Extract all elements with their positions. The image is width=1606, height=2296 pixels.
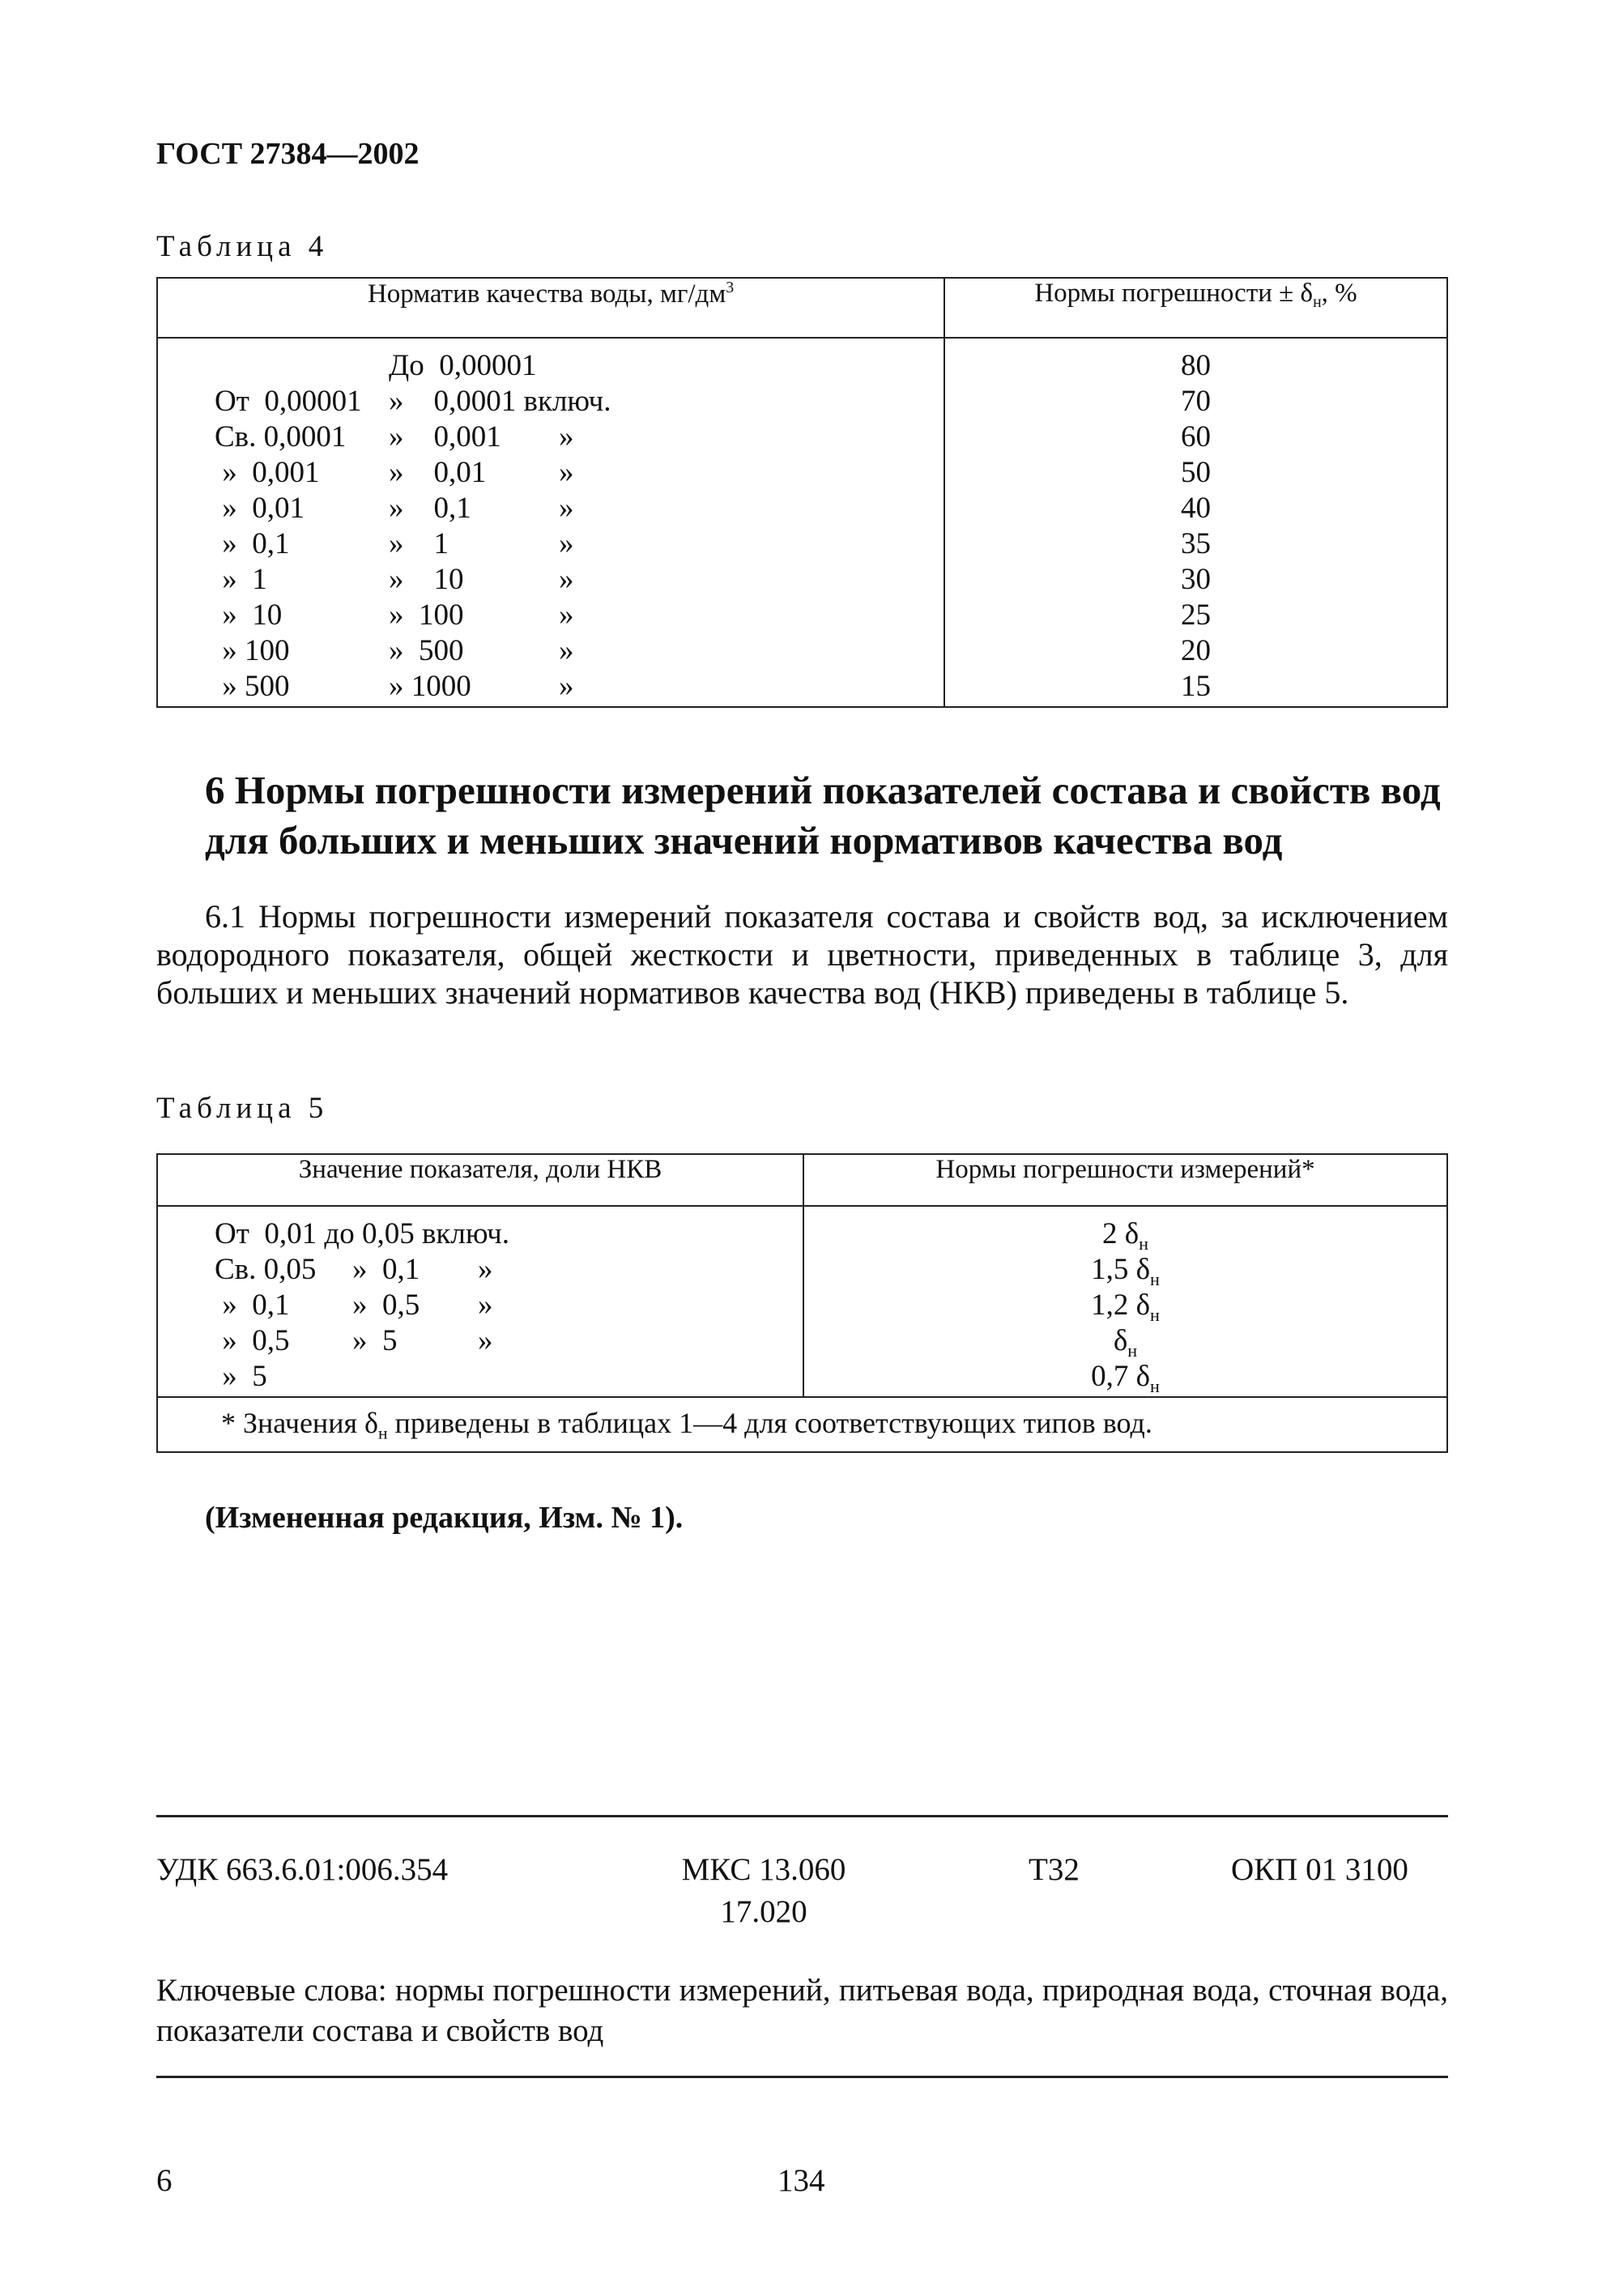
value-text: 1,5 δ (1091, 1253, 1151, 1286)
value-subscript: н (1150, 1304, 1160, 1325)
value-text: δ (1113, 1324, 1128, 1357)
divider-bottom (156, 2076, 1448, 2078)
range-to: » 0,01 (389, 456, 487, 489)
table4-col1-header: Норматив качества воды, $мг/дм^3$ (157, 278, 944, 338)
section-6-title: 6 Нормы погрешности измерений показателей состава и свойств вод для больших и меньших значений нормативов качества вод (205, 768, 1441, 863)
ditto-mark: » (559, 634, 574, 667)
table4-value: 30 (1181, 563, 1211, 596)
range-from: От 0,01 до 0,05 включ. (215, 1217, 509, 1250)
keywords: Ключевые слова: нормы погрешности измерений, питьевая вода, природная вода, сточная вода, показатели состава и свойств вод (156, 1973, 1448, 2048)
mks-code: МКС 13.060 17.020 (681, 1852, 846, 1929)
range-from: Св. 0,0001 (215, 420, 347, 454)
range-to: » 0,1 (352, 1253, 420, 1286)
range-to: » 1 (389, 527, 449, 560)
table4-value: 70 (1181, 385, 1211, 418)
table4-value-column (944, 338, 1447, 707)
range-from: От 0,00001 (215, 385, 362, 418)
range-from: » 0,01 (215, 492, 305, 525)
ditto-mark: » (559, 492, 574, 525)
value-text: 1,2 δ (1091, 1289, 1151, 1322)
table4-range-row (158, 491, 944, 526)
table5-value (804, 1216, 1446, 1252)
table4-range-row (158, 669, 944, 705)
table4-range-row (158, 633, 944, 669)
table5-value (804, 1323, 1446, 1359)
section-6-1-paragraph: 6.1 Нормы погрешности измерений показателя состава и свойств вод, за исключением водородного показателя, общей жесткости и цветности, приведенных в таблице 3, для больших и меньших значений нормативов качества вод (НКВ) приведены в таблице 5. (156, 898, 1448, 1011)
ditto-mark: » (559, 563, 574, 596)
table5-range-row (158, 1252, 803, 1288)
range-to: » 5 (352, 1324, 398, 1357)
udk-code: УДК 663.6.01:006.354 (156, 1852, 449, 1887)
ditto-mark: » (559, 527, 574, 560)
range-from: » 0,1 (215, 527, 290, 560)
ditto-mark: » (478, 1253, 493, 1286)
range-from: » 0,1 (215, 1289, 290, 1322)
table4-value: 40 (1181, 492, 1211, 525)
table4-col2-header: Нормы погрешности ± $\delta_н$, % (944, 278, 1447, 338)
ditto-mark: » (478, 1289, 493, 1322)
table4-range-row (158, 598, 944, 633)
ditto-mark: » (559, 420, 574, 454)
range-from: Св. 0,05 (215, 1253, 317, 1286)
table-4 (156, 277, 1448, 708)
page-number-left: 6 (156, 2163, 173, 2198)
table4-value: 15 (1181, 670, 1211, 703)
page-number-center: 134 (777, 2163, 825, 2198)
range-from: » 0,5 (215, 1324, 290, 1357)
t-code: Т32 (1029, 1852, 1080, 1887)
table4-value: 60 (1181, 420, 1211, 454)
value-subscript: н (1150, 1375, 1160, 1396)
table5-range-column (157, 1206, 803, 1397)
range-to: » 1000 (389, 670, 471, 703)
table5-value (804, 1359, 1446, 1395)
table4-range-column (157, 338, 944, 707)
ditto-mark: » (559, 598, 574, 632)
range-from: » 100 (215, 634, 290, 667)
value-subscript: н (1139, 1233, 1149, 1254)
amendment-note: (Измененная редакция, Изм. № 1). (205, 1501, 684, 1535)
range-from: » 10 (215, 598, 283, 632)
table4-value: 35 (1181, 527, 1211, 560)
table4-range-row (158, 526, 944, 562)
range-to: » 0,1 (389, 492, 471, 525)
divider-top (156, 1815, 1448, 1817)
table5-value (804, 1288, 1446, 1323)
value-text: 2 δ (1101, 1217, 1140, 1250)
value-subscript: н (1150, 1268, 1160, 1289)
table5-col1-header: Значение показателя, доли НКВ (157, 1154, 803, 1206)
okp-code: ОКП 01 3100 (1231, 1852, 1408, 1887)
table5-caption: Таблица 5 (156, 1092, 329, 1125)
value-text: 0,7 δ (1091, 1360, 1151, 1393)
table-5 (156, 1153, 1448, 1453)
ditto-mark: » (559, 670, 574, 703)
table4-range-row (158, 455, 944, 491)
range-to: » 10 (389, 563, 464, 596)
table5-range-row (158, 1288, 803, 1323)
table4-range-row (158, 562, 944, 598)
table4-value: 50 (1181, 456, 1211, 489)
table5-value-column (803, 1206, 1447, 1397)
range-from: » 500 (215, 670, 290, 703)
range-from: » 0,001 (215, 456, 320, 489)
table5-range-row (158, 1323, 803, 1359)
table5-range-row (158, 1216, 803, 1252)
value-subscript: н (1127, 1340, 1138, 1361)
range-from: » 1 (215, 563, 267, 596)
table4-range-row (158, 384, 944, 420)
range-to: » 100 (389, 598, 464, 632)
table4-range-row (158, 420, 944, 455)
range-to: » 0,5 (352, 1289, 420, 1322)
range-from: » 5 (215, 1360, 267, 1393)
document-code: ГОСТ 27384—2002 (156, 137, 420, 171)
range-to: » 500 (389, 634, 464, 667)
table5-range-row (158, 1359, 803, 1395)
ditto-mark: » (478, 1324, 493, 1357)
ditto-mark: » (559, 456, 574, 489)
table5-footnote: * Значения $\delta_н$ приведены в таблицах 1—4 для соответствующих типов вод. (157, 1397, 1447, 1452)
range-to: » 0,0001 включ. (389, 385, 611, 418)
table4-value: 25 (1181, 598, 1211, 632)
table4-value: 80 (1181, 349, 1211, 382)
table4-value: 20 (1181, 634, 1211, 667)
range-to: » 0,001 (389, 420, 501, 454)
table5-value (804, 1252, 1446, 1288)
table4-caption: Таблица 4 (156, 230, 329, 263)
range-to: До 0,00001 (389, 349, 537, 382)
table5-col2-header: Нормы погрешности измерений* (803, 1154, 1447, 1206)
table4-range-row (158, 348, 944, 384)
